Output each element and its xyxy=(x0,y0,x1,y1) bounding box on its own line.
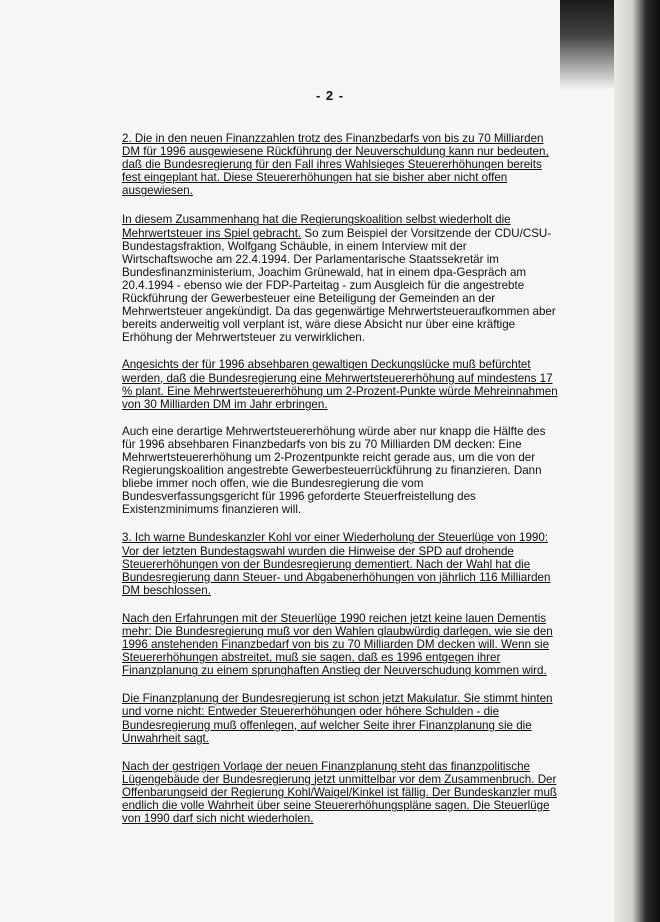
document-body xyxy=(122,132,558,838)
scan-shadow-right xyxy=(614,0,660,922)
paragraph-1-underlined: 2. Die in den neuen Finanzzahlen trotz des Finanzbedarfs von bis zu 70 Milliarden DM für 1996 ausgewiesene Rückführung der Neuverschuldung kann nur bedeuten, daß die Bundesregierung für den Fall ihres Wahlsieges Steuererhöhungen bereits fest eingeplant hat. Diese Steuererhöhungen hat sie bisher aber nicht offen ausgewiesen. xyxy=(122,132,549,198)
paragraph-1 xyxy=(122,132,558,197)
paragraph-3-underlined: Angesichts der für 1996 absehbaren gewaltigen Deckungslücke muß befürchtet werden, daß die Bundesregierung eine Mehrwertsteuererhöhung auf mindestens 17 % plant. Eine Mehrwertsteuererhöhung um 2-Prozent-Punkte würde Mehreinnahmen von 30 Milliarden DM im Jahr erbringen. xyxy=(122,358,558,411)
paragraph-8-underlined: Nach der gestrigen Vorlage der neuen Finanzplanung steht das finanzpolitische Lügengebäude der Bundesregierung jetzt unmittelbar vor dem Zusammenbruch. Der Offenbarungseid der Regierung Kohl/Waigel/Kinkel ist fällig. Der Bundeskanzler muß endlich die volle Wahrheit über seine Steuererhöhungspläne sagen. Die Steuerlüge von 1990 darf sich nicht wiederholen. xyxy=(122,759,557,826)
paragraph-2-text: So zum Beispiel der Vorsitzende der CDU/CSU-Bundestagsfraktion, Wolfgang Schäuble, in einem Interview mit der Wirtschaftswoche am 22.4.1994. Der Parlamentarische Staatssekretär im Bundesfinanzministerium, Joachim Grünewald, hat in einem dpa-Gespräch am 20.4.1994 - ebenso wie der FDP-Parteitag - zum Ausgleich für die angestrebte Rückführung der Gewerbesteuer eine Beteiligung der Gemeinden an der Mehrwertsteuer angekündigt. Da das gegenwärtige Mehrwertsteueraufkommen aber bereits anderweitig voll verplant ist, wäre diese Absicht nur über eine kräftige Erhöhung der Mehrwertsteuer zu verwirklichen. xyxy=(122,226,556,345)
paragraph-5 xyxy=(122,531,558,596)
paragraph-2 xyxy=(122,213,558,344)
paragraph-7-underlined: Die Finanzplanung der Bundesregierung ist schon jetzt Makulatur. Sie stimmt hinten und vorne nicht: Entweder Steuererhöhungen oder höhere Schulden - die Bundesregierung muß offenlegen, auf welcher Seite ihrer Finanzplanung sie die Unwahrheit sagt. xyxy=(122,692,553,745)
paragraph-4-text: Auch eine derartige Mehrwertsteuererhöhung würde aber nur knapp die Hälfte des für 1996 absehbaren Finanzbedarfs von bis zu 70 Milliarden DM decken: Eine Mehrwertsteuererhöhung um 2-Prozentpunkte reicht gerade aus, um die von der Regierungskoalition angestrebte Gewerbesteuerrückführung zu finanzieren. Dann bliebe immer noch offen, wie die Bundesregierung die vom Bundesverfassungsgericht für 1996 geforderte Steuerfreistellung des Existenzminimums finanzieren will. xyxy=(122,424,546,517)
paragraph-3 xyxy=(122,358,558,410)
paragraph-5-underlined: 3. Ich warne Bundeskanzler Kohl vor einer Wiederholung der Steuerlüge von 1990: Vor der letzten Bundestagswahl wurden die Hinweise der SPD auf drohende Steuererhöhungen von der Bundesregierung dementiert. Nach der Wahl hat die Bundesregierung dann Steuer- und Abgabenerhöhungen von jährlich 116 Milliarden DM beschlossen. xyxy=(122,531,551,597)
paragraph-6-underlined: Nach den Erfahrungen mit der Steuerlüge 1990 reichen jetzt keine lauen Dementis mehr: Die Bundesregierung muß vor den Wahlen glaubwürdig darlegen, wie sie den 1996 anstehenden Finanzbedarf von bis zu 70 Milliarden DM decken will. Wenn sie Steuererhöhungen abstreitet, muß sie sagen, daß es 1996 entgegen ihrer Finanzplanung zu einem sprunghaften Anstieg der Neuverschudung kommen wird. xyxy=(122,611,553,678)
paragraph-2-underlined: In diesem Zusammenhang hat die Regierungskoalition selbst wiederholt die Mehrwertsteuer ins Spiel gebracht. xyxy=(122,213,511,240)
paragraph-7 xyxy=(122,692,558,744)
paragraph-6 xyxy=(122,612,558,677)
paragraph-4 xyxy=(122,425,558,517)
page-number: - 2 - xyxy=(315,88,345,103)
paragraph-8 xyxy=(122,760,558,825)
